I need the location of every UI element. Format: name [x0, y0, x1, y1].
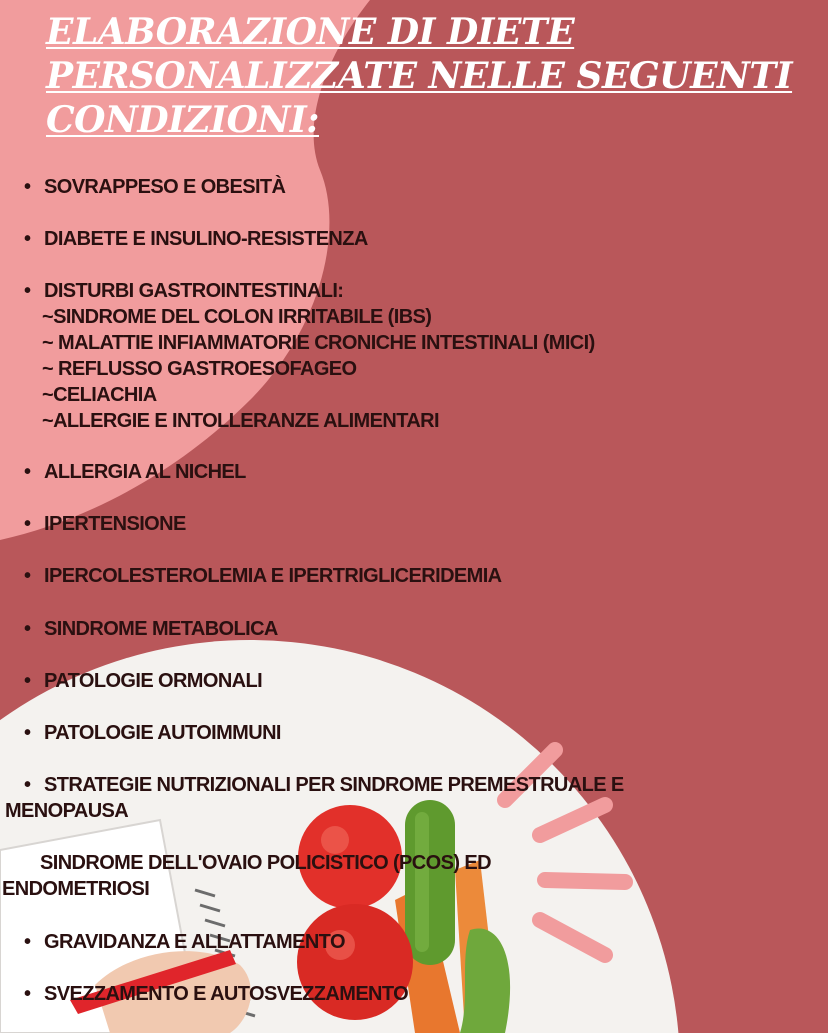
- page-title: ELABORAZIONE DI DIETE PERSONALIZZATE NELLE SEGUENTI CONDIZIONI:: [46, 11, 793, 141]
- cucumber: [405, 800, 455, 965]
- list-item: • PATOLOGIE ORMONALI: [44, 668, 262, 694]
- list-item: • GRAVIDANZA E ALLATTAMENTO: [44, 929, 345, 955]
- list-item: • SOVRAPPESO E OBESITÀ: [44, 174, 285, 200]
- list-item-label: DISTURBI GASTROINTESTINALI:: [44, 280, 344, 302]
- sub-item: ~ MALATTIE INFIAMMATORIE CRONICHE INTESTINALI (MICI): [42, 332, 595, 354]
- sub-item: ~ALLERGIE E INTOLLERANZE ALIMENTARI: [42, 410, 439, 432]
- list-item-pcos-cont: ENDOMETRIOSI: [2, 878, 150, 900]
- list-item: • IPERCOLESTEROLEMIA E IPERTRIGLICERIDEMIA: [44, 563, 502, 589]
- list-item: • DIABETE E INSULINO-RESISTENZA: [44, 226, 368, 252]
- list-item-gastrointestinal: [44, 278, 595, 434]
- list-item: • PATOLOGIE AUTOIMMUNI: [44, 720, 281, 746]
- list-item-premenstrual-cont: MENOPAUSA: [5, 800, 129, 822]
- list-item: • SVEZZAMENTO E AUTOSVEZZAMENTO: [44, 981, 408, 1007]
- list-item: • ALLERGIA AL NICHEL: [44, 459, 246, 485]
- list-item-premenstrual: • STRATEGIE NUTRIZIONALI PER SINDROME PREMESTRUALE E: [44, 772, 624, 798]
- list-item: • IPERTENSIONE: [44, 511, 186, 537]
- sub-item: ~SINDROME DEL COLON IRRITABILE (IBS): [42, 306, 432, 328]
- sub-item: ~CELIACHIA: [42, 384, 157, 406]
- list-item-pcos: SINDROME DELL'OVAIO POLICISTICO (PCOS) ED: [40, 852, 491, 874]
- sub-item: ~ REFLUSSO GASTROESOFAGEO: [42, 358, 357, 380]
- list-item: • SINDROME METABOLICA: [44, 616, 278, 642]
